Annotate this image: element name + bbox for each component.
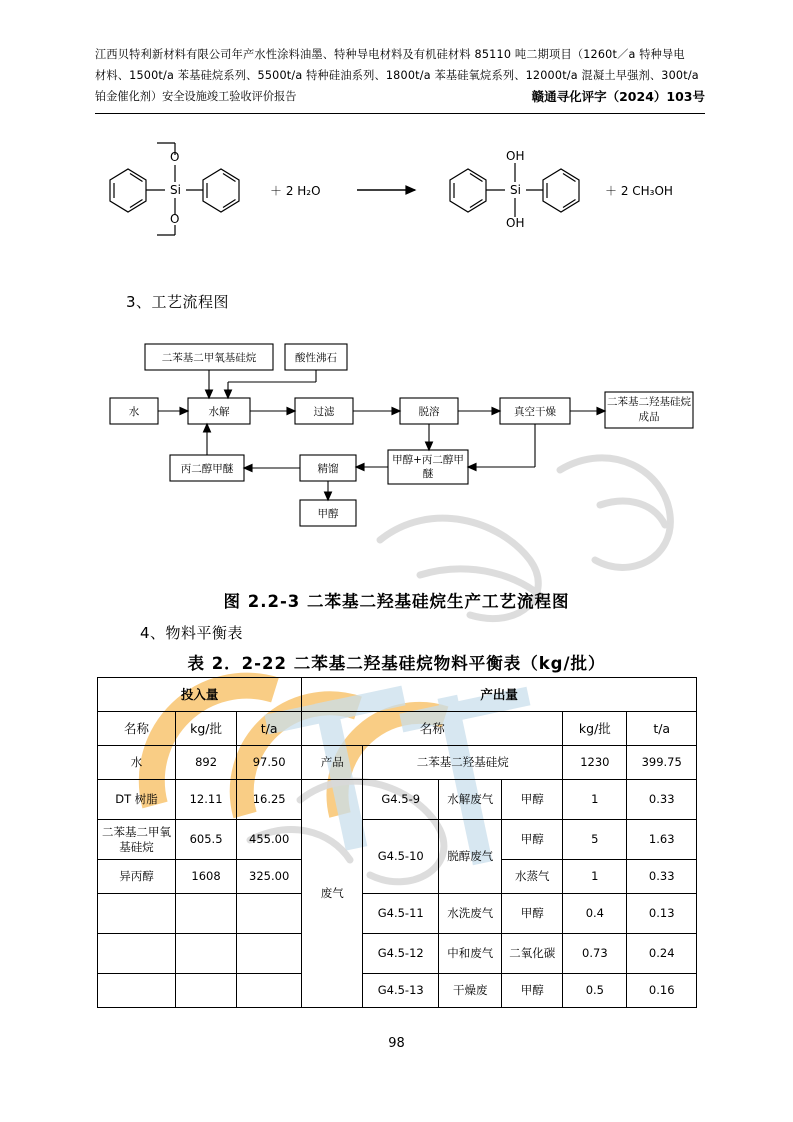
output-sub-3: 水蒸气: [502, 860, 563, 894]
output-category-product: 产品: [302, 746, 363, 780]
reaction-scheme: [85, 135, 705, 245]
table-row: [98, 780, 697, 820]
input-name-5: [98, 934, 176, 974]
table-row: [98, 894, 697, 934]
output-code-1: G4.5-9: [363, 780, 439, 820]
node-zeolite-label: 酸性沸石: [295, 352, 337, 364]
node-product-label-2: 成品: [638, 411, 660, 423]
output-sub-4: 甲醇: [502, 894, 563, 934]
table-row: [98, 746, 697, 780]
output-type-2: 脱醇废气: [439, 820, 502, 894]
input-name-2: 二苯基二甲氧基硅烷: [98, 820, 176, 860]
output-code-4: G4.5-11: [363, 894, 439, 934]
input-name-3: 异丙醇: [98, 860, 176, 894]
col-output-ta: t/a: [627, 712, 697, 746]
output-sub-6: 甲醇: [502, 974, 563, 1008]
table-row: [98, 934, 697, 974]
oh-label-top: OH: [506, 149, 525, 163]
input-kg-0: 892: [176, 746, 237, 780]
col-input-name: 名称: [98, 712, 176, 746]
page-header: [95, 44, 705, 107]
output-ta-2: 1.63: [627, 820, 697, 860]
methanol-product: ＋ 2 CH₃OH: [605, 184, 673, 198]
output-kg-2: 5: [563, 820, 627, 860]
water-reagent: ＋ 2 H₂O: [270, 184, 321, 198]
output-kg-6: 0.5: [563, 974, 627, 1008]
col-input-ta: t/a: [237, 712, 302, 746]
output-sub-5: 二氧化碳: [502, 934, 563, 974]
output-ta-5: 0.24: [627, 934, 697, 974]
material-balance-table: [97, 677, 697, 1008]
output-category-waste: 废气: [302, 780, 363, 1008]
output-kg-0: 1230: [563, 746, 627, 780]
input-ta-3: 325.00: [237, 860, 302, 894]
col-input-kg: kg/批: [176, 712, 237, 746]
node-methanol-label: 甲醇: [317, 508, 339, 520]
node-hydrolysis-label: 水解: [208, 406, 230, 418]
node-product-label-1: 二苯基二羟基硅烷: [607, 396, 691, 408]
output-kg-5: 0.73: [563, 934, 627, 974]
input-kg-2: 605.5: [176, 820, 237, 860]
section-heading-balance: 4、物料平衡表: [140, 624, 244, 642]
o-label-bottom: O: [170, 212, 180, 226]
output-kg-4: 0.4: [563, 894, 627, 934]
input-ta-2: 455.00: [237, 820, 302, 860]
output-ta-3: 0.33: [627, 860, 697, 894]
output-sub-2: 甲醇: [502, 820, 563, 860]
input-name-0: 水: [98, 746, 176, 780]
si-label-left: Si: [170, 183, 181, 197]
o-label-top: O: [170, 150, 180, 164]
output-type-5: 中和废气: [439, 934, 502, 974]
table-row: [98, 820, 697, 860]
col-output-name: 名称: [302, 712, 563, 746]
table-row: [98, 974, 697, 1008]
output-code-2: G4.5-10: [363, 820, 439, 894]
section-heading-flow: 3、工艺流程图: [126, 293, 230, 311]
input-ta-6: [237, 974, 302, 1008]
input-kg-4: [176, 894, 237, 934]
oh-label-bottom: OH: [506, 216, 525, 230]
input-name-1: DT 树脂: [98, 780, 176, 820]
input-ta-5: [237, 934, 302, 974]
node-vacuum-label: 真空干燥: [514, 406, 556, 418]
node-desolvent-label: 脱溶: [418, 406, 440, 418]
node-mix-label-1: 甲醇+丙二醇甲: [392, 454, 464, 466]
output-type-6: 干燥废: [439, 974, 502, 1008]
si-label-right: Si: [510, 183, 521, 197]
output-type-0: 二苯基二羟基硅烷: [363, 746, 563, 780]
header-line-2: 材料、1500t/a 苯基硅烷系列、5500t/a 特种硅油系列、1800t/a 苯基硅氧烷系列、12000t/a 混凝土早强剂、300t/a: [95, 69, 699, 82]
input-kg-3: 1608: [176, 860, 237, 894]
node-water-label: 水: [128, 406, 140, 418]
input-ta-1: 16.25: [237, 780, 302, 820]
figure-caption: 图 2.2-3 二苯基二羟基硅烷生产工艺流程图: [223, 592, 570, 611]
output-code-6: G4.5-13: [363, 974, 439, 1008]
input-kg-6: [176, 974, 237, 1008]
node-rectify-label: 精馏: [317, 463, 339, 475]
node-mix-label-2: 醚: [422, 468, 434, 480]
output-code-5: G4.5-12: [363, 934, 439, 974]
table-group-input: 投入量: [98, 678, 302, 712]
page-number: 98: [388, 1036, 405, 1051]
input-kg-5: [176, 934, 237, 974]
table-group-output: 产出量: [302, 678, 697, 712]
output-kg-3: 1: [563, 860, 627, 894]
header-line-1: 江西贝特利新材料有限公司年产水性涂料油墨、特种导电材料及有机硅材料 85110 吨二期项目（1260t／a 特种导电: [95, 48, 685, 61]
input-name-4: [98, 894, 176, 934]
output-ta-0: 399.75: [627, 746, 697, 780]
table-caption: 表 2．2-22 二苯基二羟基硅烷物料平衡表（kg/批）: [187, 654, 606, 673]
output-type-4: 水洗废气: [439, 894, 502, 934]
header-divider: [95, 113, 705, 114]
output-ta-1: 0.33: [627, 780, 697, 820]
input-kg-1: 12.11: [176, 780, 237, 820]
node-pgme-label: 丙二醇甲醚: [180, 463, 234, 475]
node-filter-label: 过滤: [313, 406, 335, 418]
report-code: 赣通寻化评字（2024）103号: [531, 89, 705, 104]
output-type-1: 水解废气: [439, 780, 502, 820]
output-sub-1: 甲醇: [502, 780, 563, 820]
header-line-3: 铂金催化剂）安全设施竣工验收评价报告: [95, 90, 297, 103]
input-ta-4: [237, 894, 302, 934]
node-dimethoxy-label: 二苯基二甲氧基硅烷: [161, 352, 257, 364]
input-ta-0: 97.50: [237, 746, 302, 780]
col-output-kg: kg/批: [563, 712, 627, 746]
output-kg-1: 1: [563, 780, 627, 820]
input-name-6: [98, 974, 176, 1008]
process-flow-diagram: [100, 330, 700, 560]
output-ta-6: 0.16: [627, 974, 697, 1008]
output-ta-4: 0.13: [627, 894, 697, 934]
